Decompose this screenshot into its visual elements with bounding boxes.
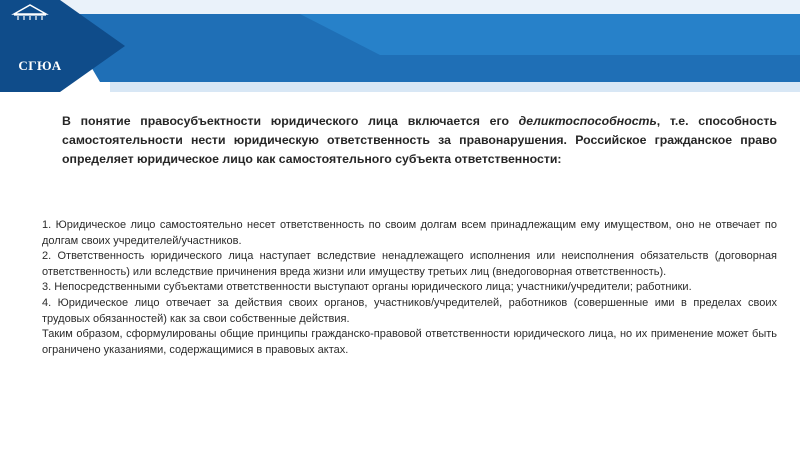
list-item-3: 3. Непосредственными субъектами ответственности выступают органы юридического лица; участники/учредители; работники. [42,281,692,294]
header-graphic [0,0,800,92]
list-item-1: 1. Юридическое лицо самостоятельно несет ответственность по своим долгам всем принадлежащим ему имуществом, оно не отвечает по долгам своих учредителей/участников. [42,219,777,247]
light-blue-stripe [300,14,800,55]
pale-band-top [60,0,800,14]
intro-part1: В понятие правосубъектности юридического лица включается его [62,114,519,128]
building-logo-icon [0,0,60,40]
logo-text: СГЮА [18,58,62,73]
intro-part2: , т.е. способность самостоятельности нести юридическую ответственность за правонарушения. Российское гражданское право определяет юридическое лицо как самостоятельного субъекта ответственности: [62,114,777,166]
intro-text [32,112,777,169]
conclusion-text: Таким образом, сформулированы общие принципы гражданско-правовой ответственности юридического лица, но их применение может быть ограничено указаниями, содержащимися в правовых актах. [42,328,777,356]
list-item-4: 4. Юридическое лицо отвечает за действия своих органов, участников/учредителей, работников (совершенные ими в пределах своих трудовых обязанностей) как за свои собственные действия. [42,296,777,325]
intro-italic-term: деликтоспособность [518,114,657,128]
intro-paragraph [32,112,777,169]
header-banner [0,0,800,92]
list-item-2: 2. Ответственность юридического лица наступает вследствие ненадлежащего исполнения или неисполнения обязательств (договорная ответственность) или вследствие причинения вреда жизни или имуществу третьих лиц (внедоговорная ответственность). [42,250,777,278]
principles-list [32,218,777,358]
